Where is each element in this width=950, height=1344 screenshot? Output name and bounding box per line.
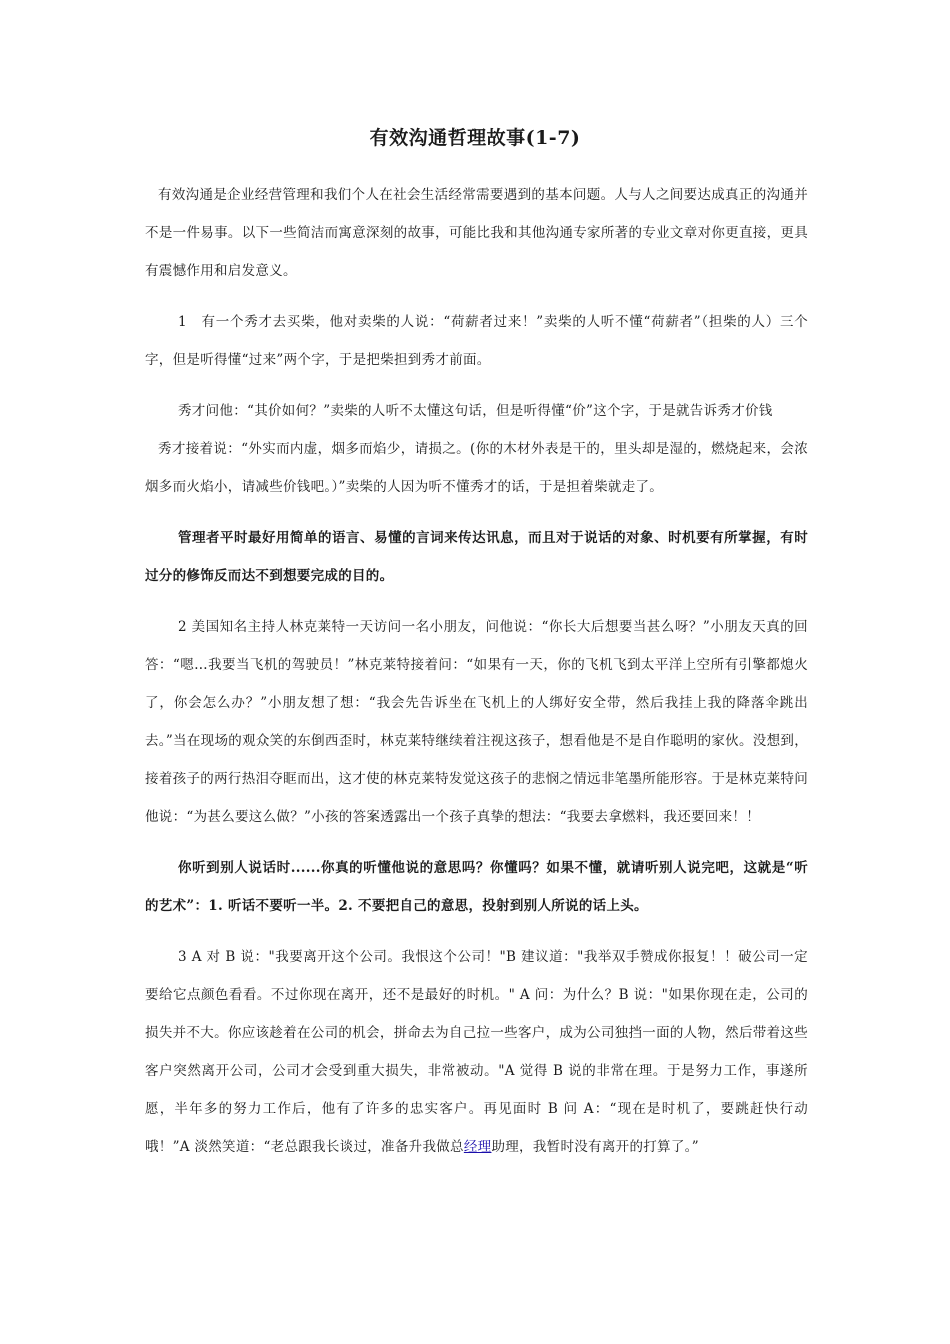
document-body	[145, 176, 808, 1179]
story1-paragraph-2: 秀才问他：“其价如何？”卖柴的人听不太懂这句话，但是听得懂“价”这个字，于是就告诉秀才价钱	[178, 403, 773, 419]
story2-paragraph: 2 美国知名主持人林克莱特一天访问一名小朋友，问他说：“你长大后想要当甚么呀？”小朋友天真的回答：“嗯…我要当飞机的驾驶员！”林克莱特接着问：“如果有一天，你的飞机飞到太平洋上空所有引擎都熄火了，你会怎么办？”小朋友想了想：“我会先告诉坐在飞机上的人绑好安全带，然后我挂上我的降落伞跳出去。”当在现场的观众笑的东倒西歪时，林克莱特继续着注视这孩子，想看他是不是自作聪明的家伙。没想到，接着孩子的两行热泪夺眶而出，这才使的林克莱特发觉这孩子的悲悯之情远非笔墨所能形容。于是林克莱特问他说：“为甚么要这么做？”小孩的答案透露出一个孩子真挚的想法：“我要去拿燃料，我还要回来！！	[145, 619, 808, 825]
story1-paragraph-1: 1 有一个秀才去买柴，他对卖柴的人说：“荷薪者过来！”卖柴的人听不懂“荷薪者”（担柴的人）三个字，但是听得懂“过来”两个字，于是把柴担到秀才前面。	[145, 314, 808, 368]
document-title: 有效沟通哲理故事(1-7)	[369, 127, 581, 149]
story3-text-before-link: 3 A 对 B 说："我要离开这个公司。我恨这个公司！"B 建议道："我举双手赞成你报复！！破公司一定要给它点颜色看看。不过你现在离开，还不是最好的时机。" A 问：为什么？B 说："如果你现在走，公司的损失并不大。你应该趁着在公司的机会，拼命去为自己拉一些客户，成为公司独挡一面的人物，然后带着这些客户突然离开公司，公司才会受到重大损失，非常被动。"A 觉得 B 说的非常在理。于是努力工作，事遂所愿，半年多的努力工作后，他有了许多的忠实客户。再见面时 B 问 A：“现在是时机了，要跳赶快行动哦！”A 淡然笑道：“老总跟我长谈过，准备升我做总	[145, 949, 808, 1155]
story2-lesson: 你听到别人说话时......你真的听懂他说的意思吗？你懂吗？如果不懂，就请听别人说完吧，这就是“听的艺术”：1. 听话不要听一半。2. 不要把自己的意思，投射到别人所说的话上头。	[145, 860, 808, 914]
story1-paragraph-3: 秀才接着说：“外实而内虚，烟多而焰少，请损之。(你的木材外表是干的，里头却是湿的，燃烧起来，会浓烟多而火焰小，请减些价钱吧。）”卖柴的人因为听不懂秀才的话，于是担着柴就走了。	[145, 441, 808, 495]
story3-paragraph	[145, 938, 808, 1166]
story3-text-after-link: 助理，我暂时没有离开的打算了。”	[491, 1139, 699, 1155]
story1-lesson: 管理者平时最好用简单的语言、易懂的言词来传达讯息，而且对于说话的对象、时机要有所掌握，有时过分的修饰反而达不到想要完成的目的。	[145, 530, 808, 584]
intro-paragraph: 有效沟通是企业经营管理和我们个人在社会生活经常需要遇到的基本问题。人与人之间要达成真正的沟通并不是一件易事。以下一些简洁而寓意深刻的故事，可能比我和其他沟通专家所著的专业文章对你更直接，更具有震憾作用和启发意义。	[145, 187, 808, 279]
manager-link[interactable]: 经理	[463, 1139, 492, 1155]
